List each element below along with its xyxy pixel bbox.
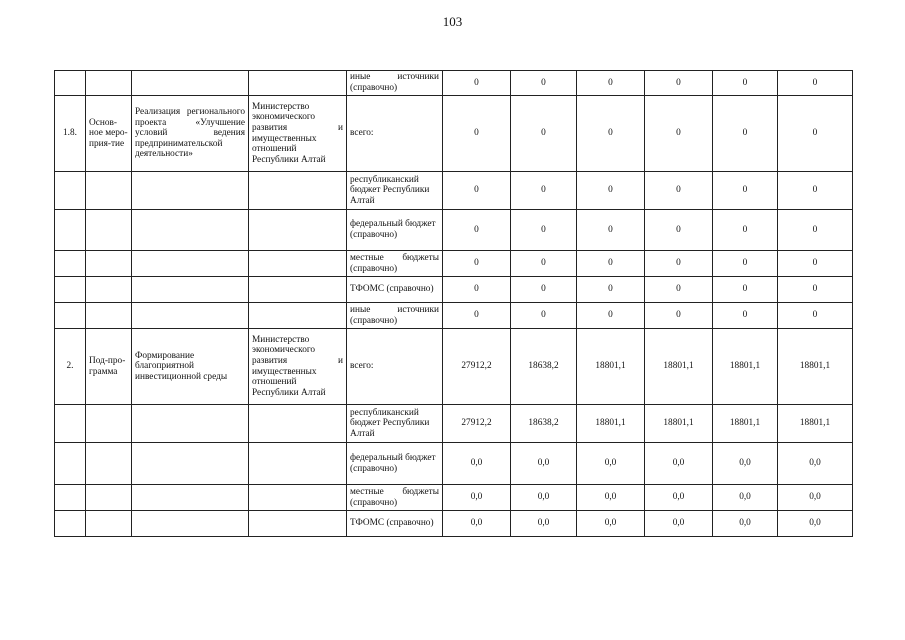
row-number-cell [55,277,86,303]
row-number-cell [55,303,86,329]
item-type-cell [86,303,132,329]
table-row [55,172,853,210]
item-type-cell [86,443,132,485]
value-cell-year-1: 0,0 [443,511,511,537]
item-name-cell [132,210,249,251]
executor-cell [249,303,347,329]
value-cell-year-6: 18801,1 [778,329,853,405]
value-cell-year-6: 0 [778,210,853,251]
value-cell-year-2: 0 [511,210,577,251]
item-name-cell [132,303,249,329]
table-row [55,329,853,405]
value-cell-year-4: 0 [645,303,713,329]
item-type-cell [86,210,132,251]
value-cell-year-5: 18801,1 [713,329,778,405]
value-cell-year-3: 0 [577,172,645,210]
table-row [55,485,853,511]
item-type-cell [86,71,132,96]
executor-cell: Министерство экономического развития и имущественных отношений Республики Алтай [249,329,347,405]
funding-source-cell: республиканский бюджет Республики Алтай [347,405,443,443]
value-cell-year-6: 0 [778,172,853,210]
executor-cell [249,71,347,96]
item-name-cell [132,277,249,303]
value-cell-year-2: 0,0 [511,485,577,511]
executor-cell [249,210,347,251]
item-type-cell [86,251,132,277]
value-cell-year-6: 0,0 [778,511,853,537]
executor-cell [249,277,347,303]
executor-cell [249,405,347,443]
executor-cell [249,172,347,210]
executor-cell [249,485,347,511]
value-cell-year-6: 0 [778,277,853,303]
value-cell-year-6: 0 [778,303,853,329]
value-cell-year-3: 0 [577,277,645,303]
value-cell-year-1: 0 [443,96,511,172]
executor-cell [249,251,347,277]
item-type-cell [86,485,132,511]
value-cell-year-4: 18801,1 [645,405,713,443]
funding-source-cell: иные источники (справочно) [347,71,443,96]
value-cell-year-4: 0 [645,71,713,96]
item-type-cell [86,277,132,303]
item-name-cell [132,405,249,443]
value-cell-year-1: 27912,2 [443,329,511,405]
table-row [55,443,853,485]
value-cell-year-2: 18638,2 [511,405,577,443]
row-number-cell [55,511,86,537]
item-name-cell [132,485,249,511]
value-cell-year-5: 0 [713,303,778,329]
item-type-cell [86,511,132,537]
item-name-cell [132,251,249,277]
funding-source-cell: местные бюджеты (справочно) [347,251,443,277]
item-name-cell [132,443,249,485]
funding-source-cell: федеральный бюджет (справочно) [347,210,443,251]
row-number-cell: 2. [55,329,86,405]
value-cell-year-3: 0 [577,96,645,172]
item-name-cell [132,172,249,210]
value-cell-year-4: 0 [645,251,713,277]
value-cell-year-4: 0,0 [645,511,713,537]
value-cell-year-1: 0 [443,251,511,277]
value-cell-year-4: 0,0 [645,443,713,485]
value-cell-year-2: 0,0 [511,511,577,537]
executor-cell [249,443,347,485]
value-cell-year-1: 0 [443,277,511,303]
value-cell-year-6: 0 [778,96,853,172]
funding-source-cell: иные источники (справочно) [347,303,443,329]
value-cell-year-1: 0 [443,71,511,96]
value-cell-year-3: 0 [577,210,645,251]
executor-cell [249,511,347,537]
value-cell-year-6: 0,0 [778,485,853,511]
value-cell-year-4: 18801,1 [645,329,713,405]
value-cell-year-6: 0 [778,251,853,277]
funding-source-cell: республиканский бюджет Республики Алтай [347,172,443,210]
value-cell-year-6: 0 [778,71,853,96]
value-cell-year-5: 0,0 [713,511,778,537]
row-number-cell [55,251,86,277]
value-cell-year-1: 0,0 [443,485,511,511]
budget-table-body [55,71,853,537]
table-row [55,96,853,172]
value-cell-year-5: 0,0 [713,485,778,511]
value-cell-year-2: 0 [511,303,577,329]
table-row [55,71,853,96]
value-cell-year-1: 0,0 [443,443,511,485]
row-number-cell [55,485,86,511]
funding-source-cell: всего: [347,96,443,172]
row-number-cell [55,405,86,443]
value-cell-year-1: 0 [443,172,511,210]
value-cell-year-3: 0 [577,71,645,96]
value-cell-year-4: 0 [645,96,713,172]
value-cell-year-5: 18801,1 [713,405,778,443]
value-cell-year-3: 0 [577,303,645,329]
table-row [55,303,853,329]
value-cell-year-3: 18801,1 [577,405,645,443]
row-number-cell [55,443,86,485]
value-cell-year-3: 0,0 [577,485,645,511]
budget-table [54,70,853,537]
row-number-cell [55,210,86,251]
item-name-cell [132,71,249,96]
funding-source-cell: федеральный бюджет (справочно) [347,443,443,485]
value-cell-year-2: 0 [511,277,577,303]
row-number-cell [55,172,86,210]
executor-cell: Министерство экономического развития и имущественных отношений Республики Алтай [249,96,347,172]
value-cell-year-2: 0 [511,71,577,96]
row-number-cell: 1.8. [55,96,86,172]
funding-source-cell: ТФОМС (справочно) [347,277,443,303]
item-name-cell: Реализация регионального проекта «Улучшение условий ведения предпринимательской деятельности» [132,96,249,172]
value-cell-year-6: 18801,1 [778,405,853,443]
value-cell-year-4: 0 [645,172,713,210]
table-row [55,251,853,277]
value-cell-year-3: 0 [577,251,645,277]
value-cell-year-3: 0,0 [577,443,645,485]
value-cell-year-2: 18638,2 [511,329,577,405]
page-number: 103 [442,14,463,29]
value-cell-year-4: 0 [645,277,713,303]
value-cell-year-2: 0,0 [511,443,577,485]
value-cell-year-2: 0 [511,251,577,277]
value-cell-year-4: 0,0 [645,485,713,511]
table-row [55,277,853,303]
value-cell-year-5: 0,0 [713,443,778,485]
value-cell-year-3: 0,0 [577,511,645,537]
value-cell-year-3: 18801,1 [577,329,645,405]
table-row [55,511,853,537]
item-type-cell: Под-про-грамма [86,329,132,405]
value-cell-year-5: 0 [713,172,778,210]
value-cell-year-4: 0 [645,210,713,251]
value-cell-year-1: 27912,2 [443,405,511,443]
funding-source-cell: ТФОМС (справочно) [347,511,443,537]
item-name-cell [132,511,249,537]
value-cell-year-5: 0 [713,71,778,96]
value-cell-year-1: 0 [443,303,511,329]
item-type-cell [86,405,132,443]
value-cell-year-5: 0 [713,210,778,251]
value-cell-year-2: 0 [511,172,577,210]
value-cell-year-5: 0 [713,251,778,277]
item-type-cell: Основ-ное меро-прия-тие [86,96,132,172]
table-row [55,405,853,443]
item-name-cell: Формирование благоприятной инвестиционной среды [132,329,249,405]
value-cell-year-6: 0,0 [778,443,853,485]
value-cell-year-5: 0 [713,96,778,172]
funding-source-cell: местные бюджеты (справочно) [347,485,443,511]
row-number-cell [55,71,86,96]
item-type-cell [86,172,132,210]
funding-source-cell: всего: [347,329,443,405]
value-cell-year-5: 0 [713,277,778,303]
table-row [55,210,853,251]
value-cell-year-1: 0 [443,210,511,251]
value-cell-year-2: 0 [511,96,577,172]
